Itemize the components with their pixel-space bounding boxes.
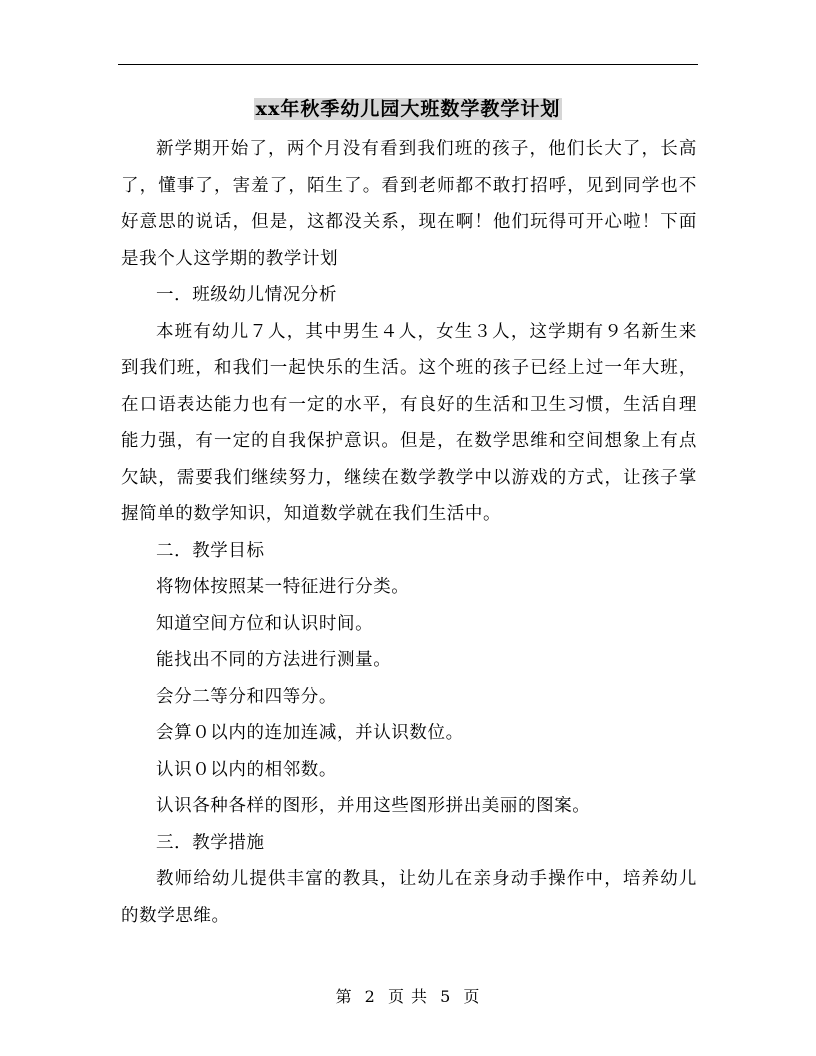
goal-item: 知道空间方位和认识时间。 [156,613,374,634]
class-analysis-paragraph: 本班有幼儿７人，其中男生４人，女生３人，这学期有９名新生来到我们班，和我们一起快乐的生活。这个班的孩子已经上过一年大班，在口语表达能力也有一定的水平，有良好的生活和卫生习惯，生活自理能力强，有一定的自我保护意识。但是，在数学思维和空间想象上有点欠缺，需要我们继续努力，继续在数学教学中以游戏的方式，让孩子掌握简单的数学知识，知道数学就在我们生活中。 [121,321,697,524]
document-title-text: xx年秋季幼儿园大班数学教学计划 [255,98,561,120]
goal-item: 认识０以内的相邻数。 [156,759,337,780]
section-heading-teaching-measures: 三．教学措施 [156,832,265,853]
page-middle: 页 共 [387,987,429,1006]
page-suffix: 页 [463,987,481,1006]
header-rule [118,64,698,65]
section-heading-teaching-goals: 二．教学目标 [156,540,265,561]
page-total: 5 [440,987,452,1006]
document-body [121,131,697,934]
goal-item: 认识各种各样的图形，并用这些图形拼出美丽的图案。 [156,796,591,816]
page-prefix: 第 [335,987,353,1006]
goal-item: 会算０以内的连加连减，并认识数位。 [156,723,464,743]
goal-item: 会分二等分和四等分。 [156,686,337,707]
page-footer [0,985,816,1009]
goal-item: 能找出不同的方法进行测量。 [156,650,392,670]
page-current: 2 [364,987,376,1006]
measures-paragraph: 教师给幼儿提供丰富的教具，让幼儿在亲身动手操作中，培养幼儿的数学思维。 [121,869,697,926]
section-heading-class-analysis: 一．班级幼儿情况分析 [156,285,337,305]
intro-paragraph: 新学期开始了，两个月没有看到我们班的孩子，他们长大了，长高了，懂事了，害羞了，陌生了。看到老师都不敢打招呼，见到同学也不好意思的说话，但是，这都没关系，现在啊！他们玩得可开心啦！下面是我个人这学期的教学计划 [121,139,697,269]
document-title [0,92,816,126]
goal-item: 将物体按照某一特征进行分类。 [156,577,410,597]
